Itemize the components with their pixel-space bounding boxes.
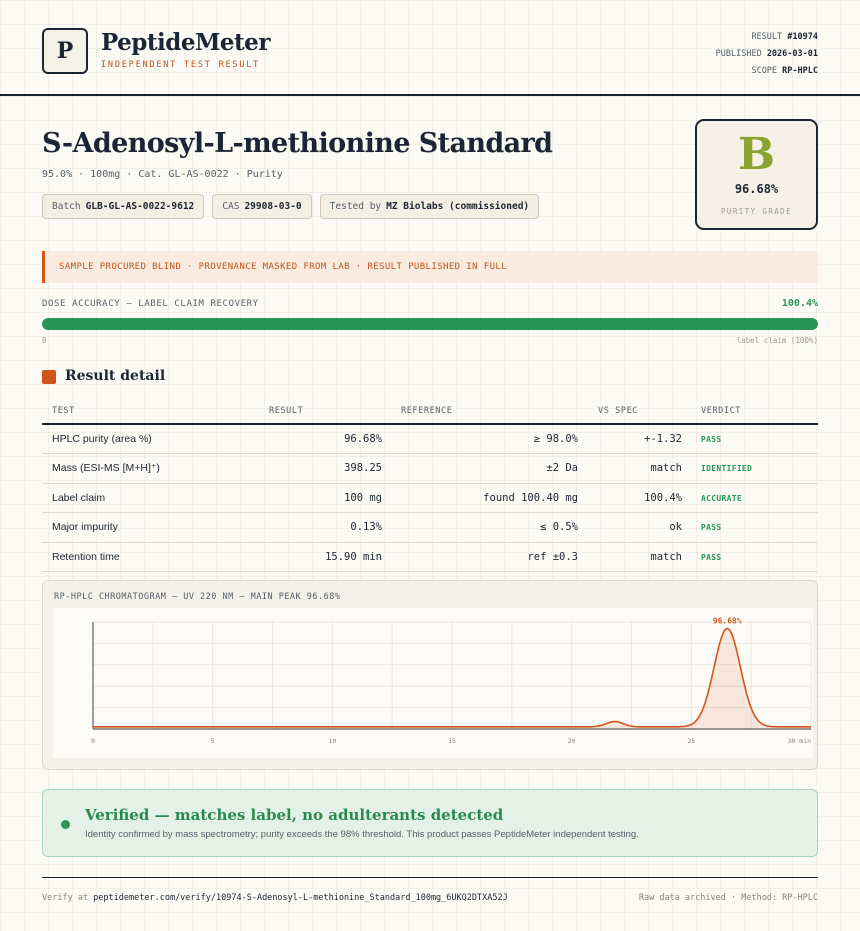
table-row: [42, 425, 818, 454]
grade-percent: 96.68%: [734, 182, 779, 196]
cell-test: HPLC purity (area %): [52, 433, 152, 445]
dose-min-label: 0: [42, 336, 47, 345]
cell-vs-spec: +-1.32: [644, 433, 682, 445]
section-marker: [42, 370, 56, 384]
published-date: PUBLISHED 2026-03-01: [715, 49, 818, 59]
cell-vs-spec: 100.4%: [644, 491, 682, 504]
dose-accuracy-percent: 100.4%: [781, 298, 818, 309]
table-row: [42, 484, 818, 513]
grade-label: PURITY GRADE: [721, 207, 792, 216]
dose-accuracy-fill: [42, 318, 818, 330]
cell-vs-spec: ok: [669, 521, 682, 534]
cas-chip: CAS 29908-03-0: [212, 194, 311, 219]
cell-result: 100 mg: [344, 491, 382, 504]
x-tick-label: 30 min: [787, 737, 811, 745]
brand-name: PeptideMeter: [101, 29, 270, 56]
header-vs-spec: VS SPEC: [598, 406, 639, 416]
brand-subtitle: INDEPENDENT TEST RESULT: [101, 60, 261, 70]
table-row: [42, 513, 818, 542]
table-header: [42, 398, 818, 425]
footer-divider: [42, 877, 818, 878]
x-tick-label: 25: [687, 737, 696, 745]
header-result: RESULT: [269, 406, 304, 416]
verified-status-dot: [61, 820, 70, 829]
verified-banner: [42, 789, 818, 857]
report-header: [0, 0, 860, 96]
result-id: RESULT #10974: [751, 32, 818, 42]
header-verdict: VERDICT: [701, 406, 742, 416]
cell-reference: ≤ 0.5%: [540, 521, 578, 534]
cell-reference: ±2 Da: [546, 462, 578, 475]
chromatogram-chart: [53, 608, 813, 758]
tested-by-chip: Tested by MZ Biolabs (commissioned): [320, 194, 539, 219]
report-meta: [716, 29, 818, 80]
verify-link[interactable]: peptidemeter.com/verify/10974-S-Adenosyl-L-methionine_Standard_100mg_6UKQ2DTXA52J: [93, 893, 508, 903]
purity-grade-card: [695, 119, 818, 230]
cell-result: 15.90 min: [325, 550, 382, 563]
dose-max-label: label claim (100%): [736, 336, 818, 345]
cell-reference: found 100.40 mg: [483, 491, 578, 504]
logo: P: [42, 28, 88, 74]
dose-accuracy-bar: [42, 318, 818, 330]
cell-verdict: PASS: [701, 523, 722, 533]
cell-vs-spec: match: [650, 462, 682, 475]
blind-sample-notice: SAMPLE PROCURED BLIND · PROVENANCE MASKED FROM LAB · RESULT PUBLISHED IN FULL: [42, 251, 818, 283]
peak-label: 96.68%: [712, 616, 742, 626]
cell-test: Major impurity: [52, 521, 118, 534]
dose-accuracy-label: DOSE ACCURACY — LABEL CLAIM RECOVERY: [42, 299, 259, 309]
chromatogram-panel: [42, 580, 818, 770]
cell-result: 96.68%: [344, 433, 382, 445]
result-table: [42, 398, 818, 572]
chart-background: [53, 608, 813, 758]
cell-result: 0.13%: [350, 521, 382, 534]
product-chips: [42, 194, 539, 219]
cell-reference: ref ±0.3: [527, 550, 578, 563]
cell-reference: ≥ 98.0%: [533, 433, 578, 445]
cell-test: Retention time: [52, 550, 120, 563]
cell-verdict: ACCURATE: [701, 493, 742, 503]
verified-text: Identity confirmed by mass spectrometry; purity exceeds the 98% threshold. This product passes PeptideMeter independent testing.: [85, 829, 639, 840]
section-title: Result detail: [65, 368, 166, 384]
table-row: [42, 543, 818, 572]
cell-result: 398.25: [344, 462, 382, 475]
x-tick-label: 0: [91, 737, 95, 745]
header-reference: REFERENCE: [401, 406, 453, 416]
x-tick-label: 20: [567, 737, 576, 745]
product-title: S-Adenosyl-L-methionine Standard: [42, 128, 553, 159]
x-tick-label: 15: [448, 737, 456, 745]
cell-test: Mass (ESI-MS [M+H]⁺): [52, 462, 160, 475]
cell-verdict: PASS: [701, 552, 722, 562]
verified-title: Verified — matches label, no adulterants detected: [85, 806, 504, 824]
cell-test: Label claim: [52, 491, 106, 504]
scope: SCOPE RP-HPLC: [751, 66, 818, 76]
batch-chip: Batch GLB-GL-AS-0022-9612: [42, 194, 204, 219]
footer-verify: Verify at peptidemeter.com/verify/10974-S-Adenosyl-L-methionine_Standard_100mg_6UKQ2DTXA52J: [42, 893, 508, 903]
footer-method: Raw data archived · Method: RP-HPLC: [638, 893, 818, 903]
table-row: [42, 454, 818, 483]
x-tick-label: 5: [210, 737, 215, 745]
product-subline: 95.0% · 100mg · Cat. GL-AS-0022 · Purity: [42, 169, 283, 180]
cell-verdict: IDENTIFIED: [701, 464, 753, 474]
header-test: TEST: [52, 406, 75, 416]
chromatogram-title: RP-HPLC CHROMATOGRAM — UV 220 NM — MAIN PEAK 96.68%: [54, 592, 341, 602]
cell-vs-spec: match: [650, 550, 682, 563]
x-tick-label: 10: [328, 737, 337, 745]
cell-verdict: PASS: [701, 435, 722, 444]
grade-letter: B: [737, 129, 776, 180]
